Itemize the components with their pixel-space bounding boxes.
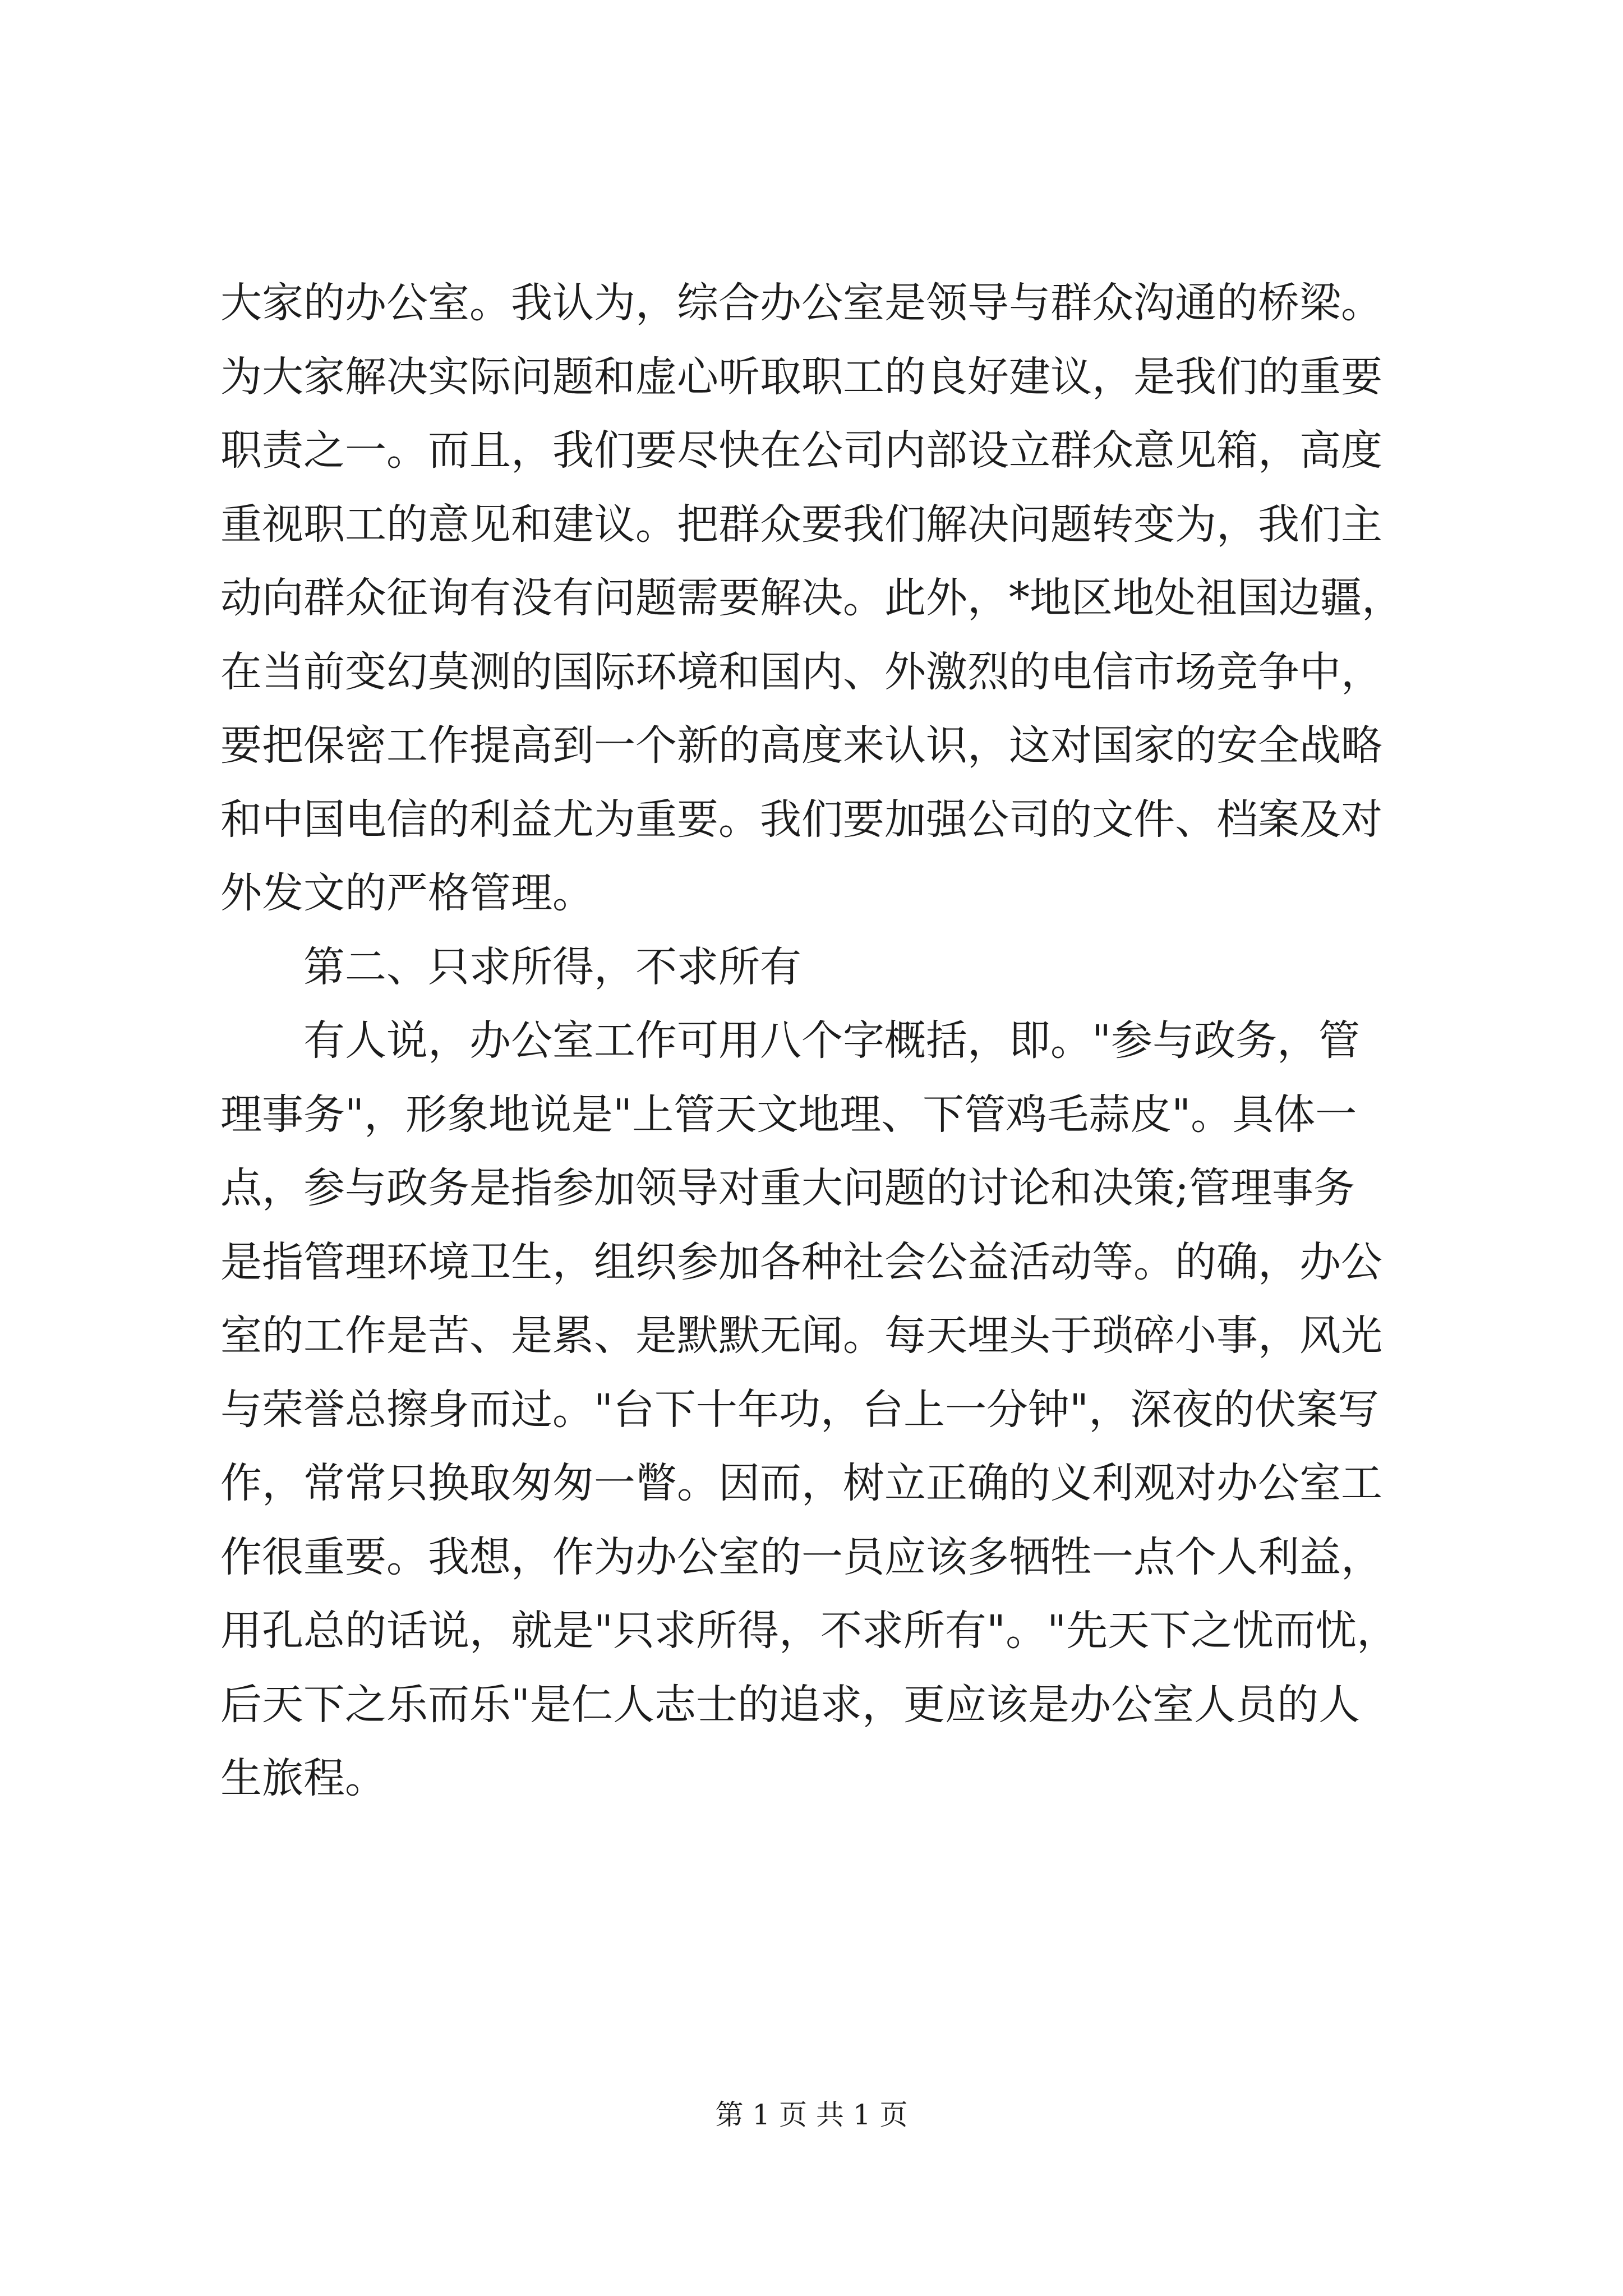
paragraph-line: 点，参与政务是指参加领导对重大问题的讨论和决策;管理事务 — [220, 1164, 1355, 1212]
document-body — [220, 266, 1403, 1816]
paragraph-line: 用孔总的话说，就是"只求所得，不求所有"。"先天下之忧而忧， — [220, 1607, 1399, 1655]
paragraph-line: 大家的办公室。我认为，综合办公室是领导与群众沟通的桥梁。 — [220, 279, 1382, 327]
paragraph-1 — [220, 266, 1403, 931]
paragraph-line: 为大家解决实际问题和虚心听取职工的良好建议，是我们的重要 — [220, 352, 1382, 401]
paragraph-line: 是指管理环境卫生，组织参加各种社会公益活动等。的确，办公 — [220, 1237, 1382, 1286]
paragraph-line: 动向群众征询有没有问题需要解决。此外，*地区地处祖国边疆， — [220, 574, 1403, 622]
paragraph-line: 作，常常只换取匆匆一瞥。因而，树立正确的义利观对办公室工 — [220, 1459, 1382, 1507]
paragraph-line: 作很重要。我想，作为办公室的一员应该多牺牲一点个人利益， — [220, 1533, 1382, 1581]
heading-text: 第二、只求所得，不求所有 — [303, 942, 801, 991]
paragraph-line: 室的工作是苦、是累、是默默无闻。每天埋头于琐碎小事，风光 — [220, 1312, 1382, 1360]
paragraph-2 — [220, 1004, 1398, 1816]
page-number: 第 1 页 共 1 页 — [715, 2099, 908, 2131]
paragraph-line: 外发文的严格管理。 — [220, 869, 594, 917]
paragraph-line: 要把保密工作提高到一个新的高度来认识，这对国家的安全战略 — [220, 721, 1382, 770]
page-footer — [0, 2095, 1623, 2134]
paragraph-line: 生旅程。 — [220, 1754, 386, 1802]
paragraph-line: 职责之一。而且，我们要尽快在公司内部设立群众意见箱，高度 — [220, 426, 1382, 475]
section-heading — [220, 931, 1398, 1005]
paragraph-line: 与荣誉总擦身而过。"台下十年功，台上一分钟"，深夜的伏案写 — [220, 1385, 1380, 1434]
paragraph-line: 和中国电信的利益尤为重要。我们要加强公司的文件、档案及对 — [220, 795, 1382, 844]
paragraph-line: 理事务"，形象地说是"上管天文地理、下管鸡毛蒜皮"。具体一 — [220, 1090, 1357, 1139]
paragraph-line: 重视职工的意见和建议。把群众要我们解决问题转变为，我们主 — [220, 500, 1382, 549]
paragraph-line: 在当前变幻莫测的国际环境和国内、外激烈的电信市场竞争中， — [220, 647, 1382, 696]
paragraph-line: 有人说，办公室工作可用八个字概括，即。"参与政务，管 — [303, 1016, 1361, 1065]
paragraph-line: 后天下之乐而乐"是仁人志士的追求，更应该是办公室人员的人 — [220, 1680, 1361, 1729]
